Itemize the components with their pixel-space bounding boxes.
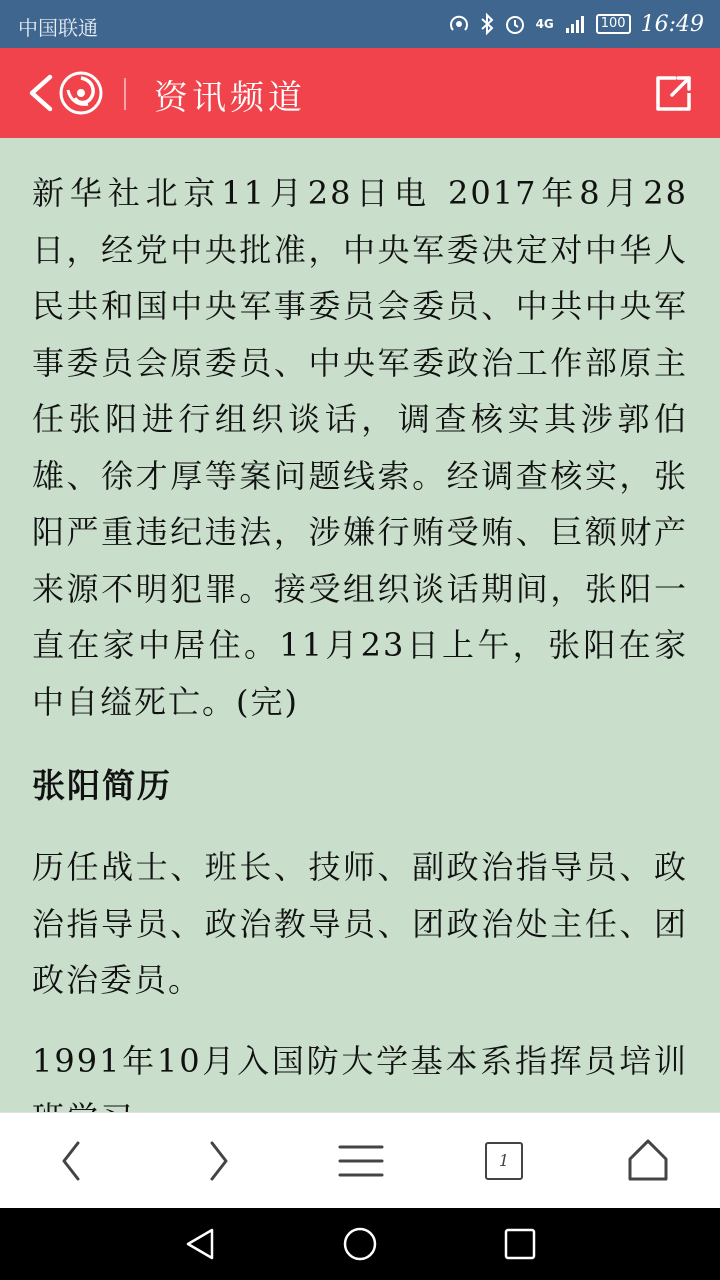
system-recents-icon[interactable]: [500, 1224, 540, 1264]
phoenix-logo-icon: [58, 70, 104, 116]
article-paragraph: 1991年10月入国防大学基本系指挥员培训: [32, 1042, 688, 1080]
article-paragraph: 新华社北京11月28日电 2017年8月28日，经党中央批准，中央军委决定对中华人民共和国中央军事委员会委员、中共中央军事委员会原委员、中央军委政治工作部原主任张阳进行组织谈话，调查核实其涉郭伯雄、徐才厚等案问题线索。经调查核实，张阳严重违纪违法，涉嫌行贿受贿、巨额财产来源不明犯罪。接受组织谈话期间，张阳一直在家中居住。11月23日上午，张阳在家中自缢死亡。(完): [32, 174, 688, 721]
system-back-icon[interactable]: [180, 1224, 220, 1264]
app-bar: [0, 48, 720, 138]
tabs-icon[interactable]: [476, 1135, 532, 1187]
system-home-icon[interactable]: [340, 1224, 380, 1264]
network-type-label: 4G: [535, 17, 554, 31]
share-icon[interactable]: [654, 73, 694, 113]
article-content[interactable]: [0, 138, 720, 1112]
clock: 16:49: [640, 11, 704, 37]
article-paragraph: 历任战士、班长、技师、副政治指导员、政治指导员、政治教导员、团政治处主任、团政治委员。: [32, 848, 688, 999]
bluetooth-icon: [480, 13, 494, 35]
article-subheading: 张阳简历: [32, 766, 172, 805]
carrier-label: 中国联通: [18, 16, 98, 40]
signal-icon: [564, 13, 586, 35]
nav-forward-icon[interactable]: [190, 1135, 246, 1187]
status-bar: [0, 0, 720, 48]
status-icons: [448, 10, 704, 38]
page-title: 资讯频道: [154, 78, 306, 118]
app-bar-divider: [124, 78, 126, 110]
nav-back-icon[interactable]: [44, 1135, 100, 1187]
home-icon[interactable]: [620, 1135, 676, 1187]
back-icon[interactable]: [24, 71, 60, 115]
hotspot-icon: [448, 13, 470, 35]
battery-level: 100: [600, 16, 626, 31]
menu-icon[interactable]: [332, 1135, 388, 1187]
battery-icon: [596, 14, 631, 34]
alarm-icon: [504, 13, 526, 35]
tab-count: 1: [485, 1142, 523, 1180]
system-nav-bar: [0, 1208, 720, 1280]
browser-bottom-nav: [0, 1112, 720, 1209]
